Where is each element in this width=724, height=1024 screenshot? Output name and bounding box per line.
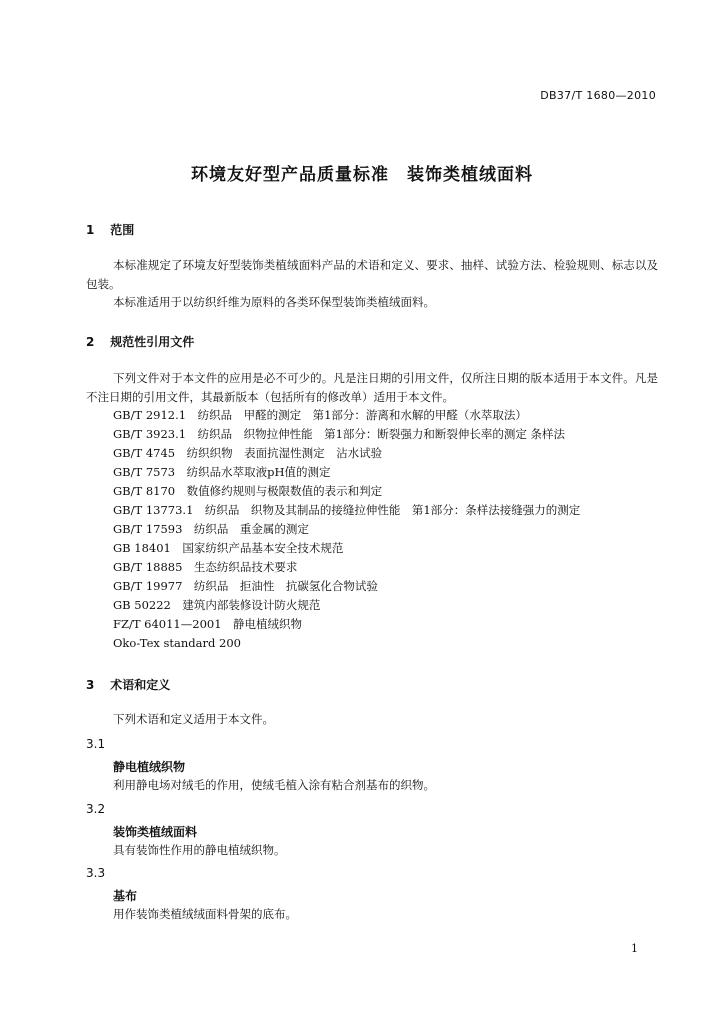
reference-item: GB/T 2912.1 纺织品 甲醛的测定 第1部分：游离和水解的甲醛（水萃取法）	[113, 408, 527, 422]
reference-item: GB/T 13773.1 纺织品 织物及其制品的接缝拉伸性能 第1部分：条样法接缝强力的测定	[113, 503, 581, 517]
page-number: 1	[631, 942, 638, 955]
reference-item: FZ/T 64011—2001 静电植绒织物	[113, 617, 303, 631]
term-name: 装饰类植绒面料	[113, 825, 198, 839]
reference-item: GB/T 17593 纺织品 重金属的测定	[113, 522, 309, 536]
reference-item: Oko-Tex standard 200	[113, 636, 241, 650]
section-1-heading	[86, 221, 134, 238]
term-number: 3.2	[86, 802, 106, 816]
reference-item: GB 18401 国家纺织产品基本安全技术规范	[113, 541, 344, 555]
section-number: 1	[86, 223, 95, 237]
term-number: 3.1	[86, 737, 106, 751]
scope-paragraph-1: 本标准规定了环境友好型装饰类植绒面料产品的术语和定义、要求、抽样、试验方法、检验规则、标志以及包装。	[86, 258, 658, 291]
reference-item: GB/T 4745 纺织织物 表面抗湿性测定 沾水试验	[113, 446, 383, 460]
reference-item: GB/T 8170 数值修约规则与极限数值的表示和判定	[113, 484, 383, 498]
reference-item: GB/T 19977 纺织品 拒油性 抗碳氢化合物试验	[113, 579, 378, 593]
section-title: 术语和定义	[110, 678, 171, 692]
section-2-heading	[86, 333, 194, 350]
scope-paragraph-2: 本标准适用于以纺织纤维为原料的各类环保型装饰类植绒面料。	[113, 295, 435, 309]
standard-code: DB37/T 1680—2010	[540, 89, 656, 102]
references-intro: 下列文件对于本文件的应用是必不可少的。凡是注日期的引用文件，仅所注日期的版本适用于本文件。凡是不注日期的引用文件，其最新版本（包括所有的修改单）适用于本文件。	[86, 371, 658, 404]
document-title: 环境友好型产品质量标准 装饰类植绒面料	[191, 165, 533, 185]
term-definition: 利用静电场对绒毛的作用，使绒毛植入涂有粘合剂基布的织物。	[113, 778, 435, 792]
term-number: 3.3	[86, 866, 106, 880]
section-title: 范围	[110, 223, 135, 237]
reference-item: GB/T 3923.1 纺织品 织物拉伸性能 第1部分：断裂强力和断裂伸长率的测定 条样法	[113, 427, 566, 441]
term-definition: 具有装饰性作用的静电植绒织物。	[113, 843, 286, 857]
term-name: 基布	[113, 889, 138, 903]
section-3-heading	[86, 676, 170, 693]
reference-item: GB/T 18885 生态纺织品技术要求	[113, 560, 298, 574]
section-title: 规范性引用文件	[110, 335, 195, 349]
reference-item: GB/T 7573 纺织品水萃取液pH值的测定	[113, 465, 331, 479]
terms-intro: 下列术语和定义适用于本文件。	[113, 712, 274, 726]
term-name: 静电植绒织物	[113, 760, 186, 774]
section-number: 2	[86, 335, 95, 349]
section-number: 3	[86, 678, 95, 692]
reference-item: GB 50222 建筑内部装修设计防火规范	[113, 598, 321, 612]
term-definition: 用作装饰类植绒绒面料骨架的底布。	[113, 907, 297, 921]
